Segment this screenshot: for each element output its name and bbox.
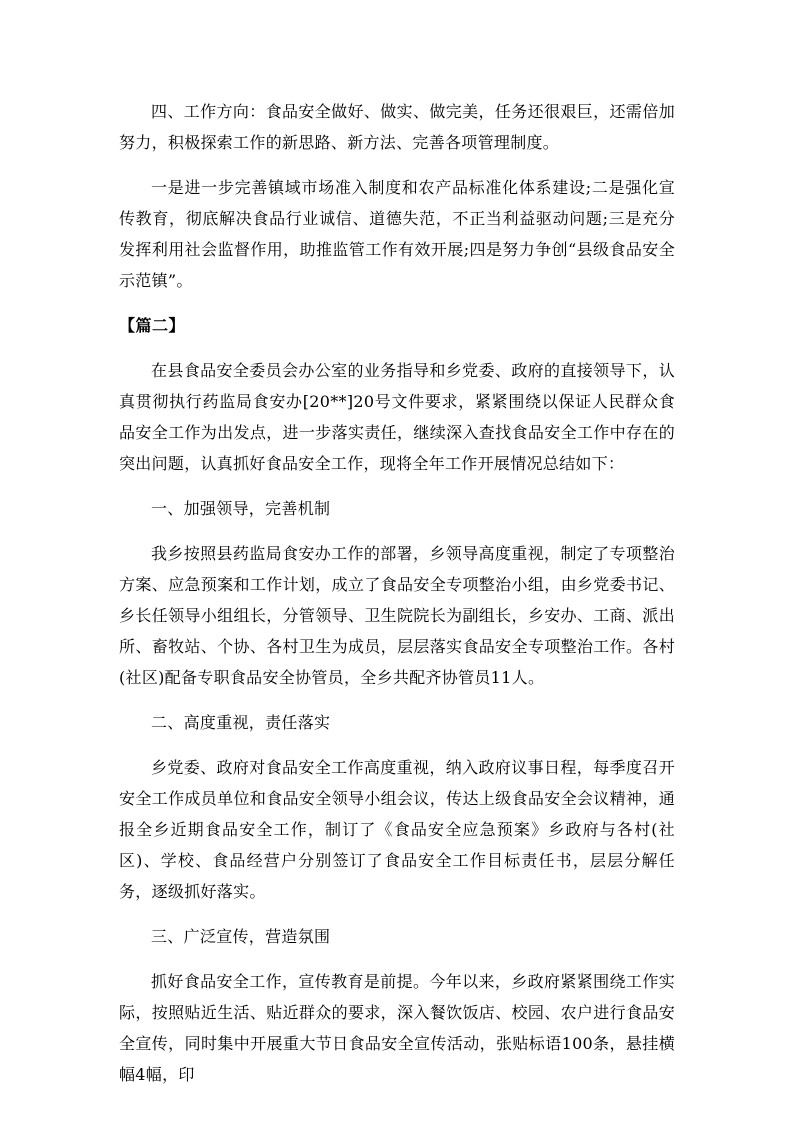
heading-strengthen-leadership: 一、加强领导，完善机制 (151, 499, 331, 518)
heading-publicity: 三、广泛宣传，营造氛围 (151, 927, 331, 946)
document-body (119, 96, 675, 1090)
paragraph-responsibility: 乡党委、政府对食品安全工作高度重视，纳入政府议事日程，每季度召开安全工作成员单位和食品安全领导小组会议，传达上级食品安全会议精神，通报全乡近期食品安全工作，制订了《食品安全应急预案》乡政府与各村(社区)、学校、食品经营户分别签订了食品安全工作目标责任书，层层分解任务，逐级抓好落实。 (119, 758, 675, 901)
section-heading-part-two: 【篇二】 (119, 316, 186, 335)
heading-responsibility: 二、高度重视，责任落实 (151, 713, 331, 732)
paragraph-leadership: 我乡按照县药监局食安办工作的部署，乡领导高度重视，制定了专项整治方案、应急预案和工作计划，成立了食品安全专项整治小组，由乡党委书记、乡长任领导小组组长，分管领导、卫生院院长为副组长，乡安办、工商、派出所、畜牧站、个协、各村卫生为成员，层层落实食品安全专项整治工作。各村(社区)配备专职食品安全协管员，全乡共配齐协管员11人。 (119, 544, 675, 687)
paragraph-work-direction: 四、工作方向：食品安全做好、做实、做完美，任务还很艰巨，还需倍加努力，积极探索工作的新思路、新方法、完善各项管理制度。 (119, 102, 675, 152)
paragraph-intro: 在县食品安全委员会办公室的业务指导和乡党委、政府的直接领导下，认真贯彻执行药监局食安办[20**]20号文件要求，紧紧围绕以保证人民群众食品安全工作为出发点，进一步落实责任，继续深入查找食品安全工作中存在的突出问题，认真抓好食品安全工作，现将全年工作开展情况总结如下： (119, 361, 675, 473)
paragraph-publicity: 抓好食品安全工作，宣传教育是前提。今年以来，乡政府紧紧围绕工作实际，按照贴近生活、贴近群众的要求，深入餐饮饭店、校园、农户进行食品安全宣传，同时集中开展重大节日食品安全宣传活动，张贴标语100条，悬挂横幅4幅，印 (119, 972, 675, 1084)
paragraph-measures: 一是进一步完善镇域市场准入制度和农产品标准化体系建设;二是强化宣传教育，彻底解决食品行业诚信、道德失范，不正当利益驱动问题;三是充分发挥利用社会监督作用，助推监管工作有效开展;四是努力争创“县级食品安全示范镇”。 (119, 178, 675, 290)
